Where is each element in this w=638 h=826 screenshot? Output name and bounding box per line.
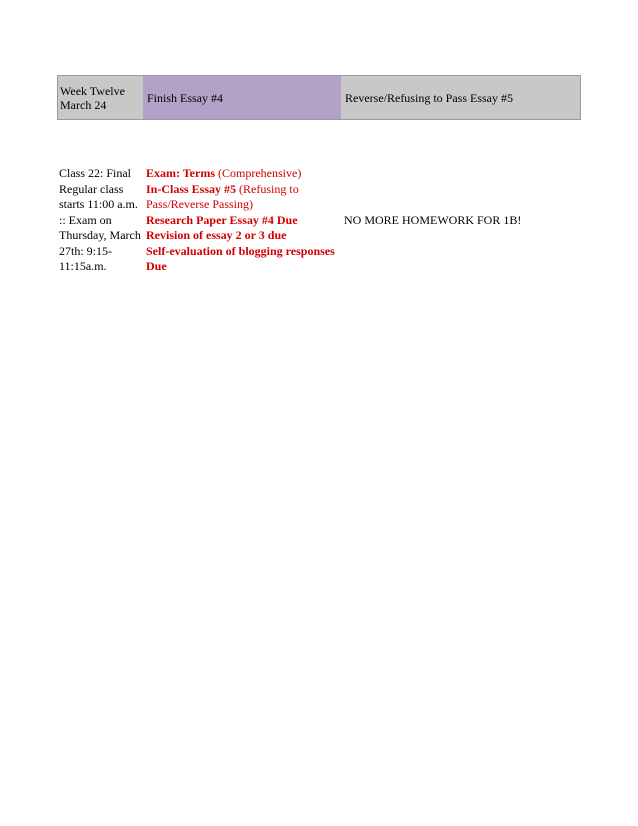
week-date: March 24 xyxy=(60,97,107,112)
task-line-bold: Due xyxy=(146,259,167,273)
week-title: Week Twelve xyxy=(60,83,125,98)
task-line xyxy=(146,259,340,275)
task-line-normal: (Comprehensive) xyxy=(215,166,302,180)
task-line-normal: Pass/Reverse Passing) xyxy=(146,197,253,211)
class-info-line: 11:15a.m. xyxy=(59,259,107,273)
task-line xyxy=(146,197,340,213)
task-line-bold: Self-evaluation of blogging responses xyxy=(146,243,335,258)
task-header-cell xyxy=(143,76,341,119)
class-row xyxy=(57,166,581,275)
task-line-bold: Exam: Terms xyxy=(146,166,215,180)
homework-header-text: Reverse/Refusing to Pass Essay #5 xyxy=(345,90,513,105)
task-line xyxy=(146,244,340,260)
task-line xyxy=(146,228,340,244)
task-header-text: Finish Essay #4 xyxy=(147,90,224,105)
tasks-cell xyxy=(142,166,340,275)
class-info-line: 27th: 9:15- xyxy=(59,243,112,258)
homework-text: NO MORE HOMEWORK FOR 1B! xyxy=(344,212,522,227)
class-info-line: starts 11:00 a.m. xyxy=(59,197,138,211)
task-line-bold: Revision of essay 2 or 3 due xyxy=(146,228,287,242)
class-info-cell xyxy=(57,166,142,275)
week-cell xyxy=(58,76,143,119)
week-header-row xyxy=(57,75,581,120)
class-info-line: Class 22: Final xyxy=(59,166,132,180)
task-line-bold: Research Paper Essay #4 Due xyxy=(146,212,298,227)
task-line-bold: In-Class Essay #5 xyxy=(146,181,237,196)
class-info-line: Regular class xyxy=(59,181,124,196)
homework-cell xyxy=(340,166,581,275)
homework-header-cell xyxy=(341,76,580,119)
task-line xyxy=(146,182,340,198)
class-info-line: :: Exam on xyxy=(59,212,112,227)
class-info-line: Thursday, March xyxy=(59,228,141,242)
task-line xyxy=(146,213,340,229)
task-line xyxy=(146,166,340,182)
task-line-normal: (Refusing to xyxy=(236,181,299,196)
